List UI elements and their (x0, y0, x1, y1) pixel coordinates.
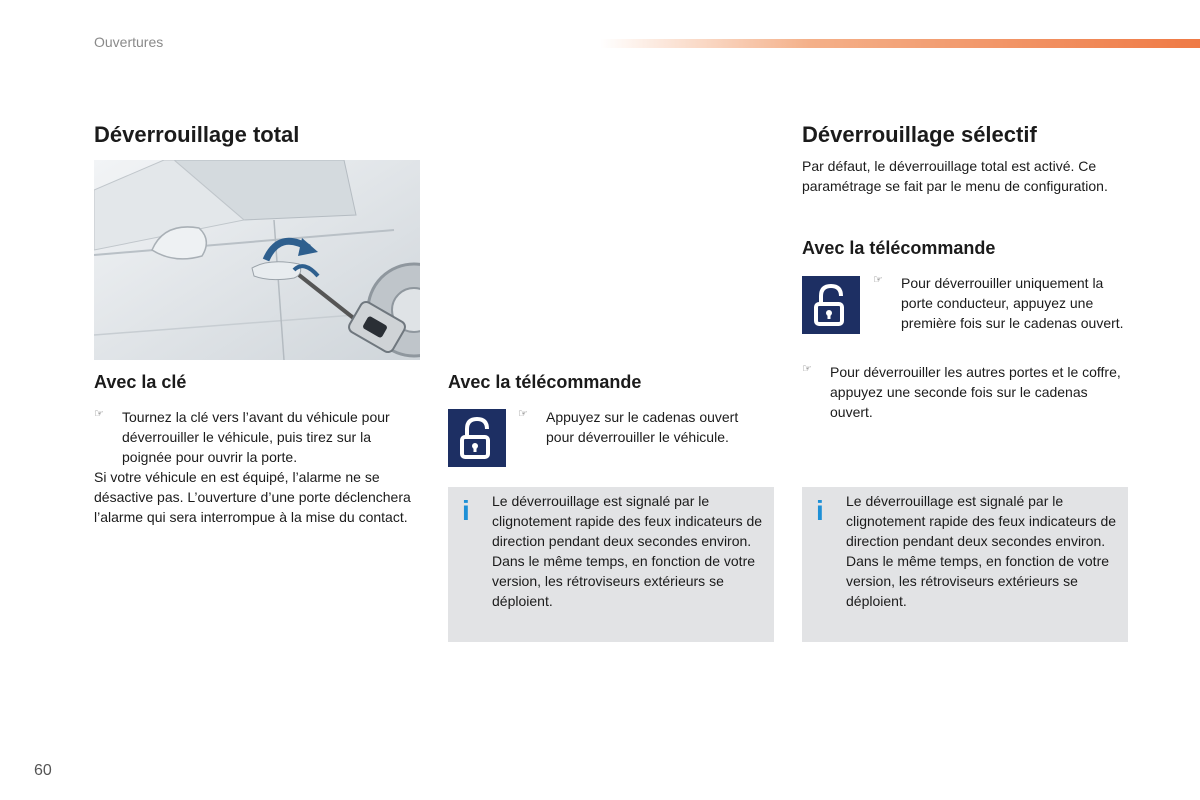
other-doors-text: Pour déverrouiller les autres portes et le coffre, appuyez une seconde fois sur le cadenas ouvert. (830, 364, 1121, 420)
other-doors-instruction (802, 362, 1122, 422)
remote-unlock-text: Appuyez sur le cadenas ouvert pour déverrouiller le véhicule. (546, 409, 739, 445)
page-number: 60 (34, 762, 52, 779)
info-text: Le déverrouillage est signalé par le clignotement rapide des feux indicateurs de direction pendant deux secondes environ. Dans le même temps, en fonction de votre version, les rétroviseurs extérieurs se déploient. (492, 493, 763, 609)
driver-door-text: Pour déverrouiller uniquement la porte conducteur, appuyez une première fois sur le cadenas ouvert. (901, 275, 1124, 331)
total-unlock-title: Déverrouillage total (94, 122, 300, 147)
alarm-note: Si votre véhicule en est équipé, l’alarme ne se désactive pas. L’ouverture d’une porte déclenchera l’alarme qui sera interrompue à la mise du contact. (94, 469, 411, 525)
car-door-illustration (94, 160, 420, 360)
info-text: Le déverrouillage est signalé par le clignotement rapide des feux indicateurs de direction pendant deux secondes environ. Dans le même temps, en fonction de votre version, les rétroviseurs extérieurs se déploient. (846, 493, 1117, 609)
remote-section-title: Avec la télécommande (448, 372, 642, 392)
key-unlock-instruction (94, 407, 424, 467)
key-section-title: Avec la clé (94, 372, 187, 392)
pointing-hand-icon: ☞ (518, 408, 528, 420)
open-padlock-icon (448, 409, 506, 467)
pointing-hand-icon: ☞ (802, 363, 812, 375)
remote-unlock-instruction (518, 407, 768, 447)
info-box (448, 487, 774, 642)
driver-door-instruction (873, 273, 1133, 333)
open-padlock-icon (802, 276, 860, 334)
info-icon: i (816, 495, 824, 526)
pointing-hand-icon: ☞ (94, 408, 104, 420)
selective-unlock-title: Déverrouillage sélectif (802, 122, 1037, 147)
selective-intro: Par défaut, le déverrouillage total est activé. Ce paramétrage se fait par le menu de configuration. (802, 158, 1108, 194)
remote-section-title-right: Avec la télécommande (802, 238, 996, 258)
car-key-icon (94, 160, 420, 360)
info-box (802, 487, 1128, 642)
key-unlock-text: Tournez la clé vers l’avant du véhicule pour déverrouiller le véhicule, puis tirez sur la poignée pour ouvrir la porte. (122, 409, 390, 465)
header-accent-bar (600, 39, 1200, 48)
section-title: Ouvertures (94, 34, 164, 50)
info-icon: i (462, 495, 470, 526)
pointing-hand-icon: ☞ (873, 274, 883, 286)
